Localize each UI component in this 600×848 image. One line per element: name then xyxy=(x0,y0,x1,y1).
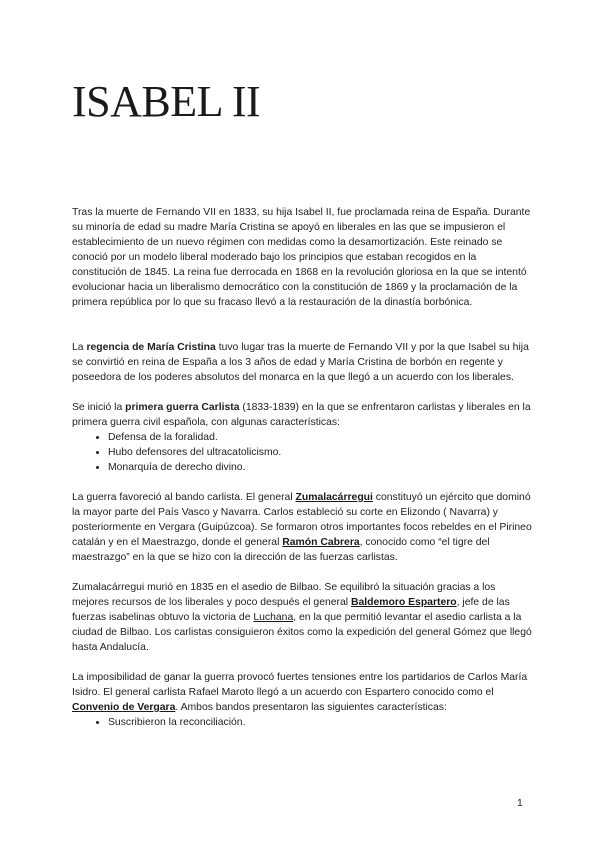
list-item: • Hubo defensores del ultracatolicismo. xyxy=(108,445,532,460)
list-item: • Monarquía de derecho divino. xyxy=(108,460,532,475)
luchana-link[interactable]: Luchana xyxy=(253,612,294,623)
ramon-cabrera-link[interactable]: Ramón Cabrera xyxy=(282,537,360,548)
page-title: ISABEL II xyxy=(72,77,261,126)
guerra-carlista-term: primera guerra Carlista xyxy=(125,402,240,413)
zumalacarregui-paragraph: La guerra favoreció al bando carlista. El general Zumalacárregui constituyó un ejército que dominó la mayor parte del País Vasco y Navarra. Carlos estableció su corte en Elizondo ( Navarra) y posteriormente en Vergara (Guipúzcoa). Se formaron otros importantes focos rebeldes en el Pirineo catalán y en el Maestrazgo, donde el general Ramón Cabrera, conocido como “el tigre del maestrazgo” en la que se hizo con la dirección de las fuerzas carlistas. xyxy=(72,492,532,563)
espartero-link[interactable]: Baldemoro Espartero xyxy=(350,597,457,608)
page-number: 1 xyxy=(517,798,523,809)
zumalacarregui-link[interactable]: Zumalacárregui xyxy=(295,492,373,503)
convenio-paragraph: La imposibilidad de ganar la guerra provocó fuertes tensiones entre los partidarios de Carlos María Isidro. El general carlista Rafael Maroto llegó a un acuerdo con Espartero conocido como el Convenio de Vergara. Ambos bandos presentaron las siguientes características: xyxy=(72,672,528,713)
convenio-list xyxy=(72,715,532,730)
intro-paragraph: Tras la muerte de Fernando VII en 1833, su hija Isabel II, fue proclamada reina de España. Durante su minoría de edad su madre María Cristina se apoyó en liberales en las que se impusieron el establecimiento de un nuevo régimen con medidas como la desamortización. Este reinado se conoció por un modelo liberal moderado bajo los principios que estaban recogidos en la constitución de 1845. La reina fue derrocada en 1868 en la revolución gloriosa en la que se intentó evolucionar hacia un liberalismo democrático con la constitución de 1869 y la proclamación de la primera república por lo que su fracaso llevó a la restauración de la dinastía borbónica. xyxy=(72,207,531,308)
list-item: • Suscribieron la reconciliación. xyxy=(108,715,532,730)
espartero-paragraph: Zumalacárregui murió en 1835 en el asedio de Bilbao. Se equilibró la situación gracias a los mejores recursos de los liberales y poco después el general Baldemoro Espartero, jefe de las fuerzas isabelinas obtuvo la victoria de Luchana, en la que permitió levantar el asedio carlista a la ciudad de Bilbao. Los carlistas consiguieron éxitos como la expedición del general Gómez que llegó hasta Andalucía. xyxy=(72,582,532,653)
regencia-term: regencia de María Cristina xyxy=(86,342,216,353)
document-body xyxy=(72,205,532,730)
convenio-vergara-link[interactable]: Convenio de Vergara xyxy=(72,702,176,713)
guerra-carlista-paragraph: Se inició la primera guerra Carlista (1833-1839) en la que se enfrentaron carlistas y liberales en la primera guerra civil española, con algunas características: xyxy=(72,402,531,428)
regencia-paragraph: La regencia de María Cristina tuvo lugar tras la muerte de Fernando VII y por la que Isabel su hija se convirtió en reina de España a los 3 años de edad y María Cristina de borbón en regente y poseedora de los poderes absolutos del monarca en la que llegó a un acuerdo con los liberales. xyxy=(72,342,529,383)
caracteristicas-list xyxy=(72,430,532,475)
list-item: • Defensa de la foralidad. xyxy=(108,430,532,445)
